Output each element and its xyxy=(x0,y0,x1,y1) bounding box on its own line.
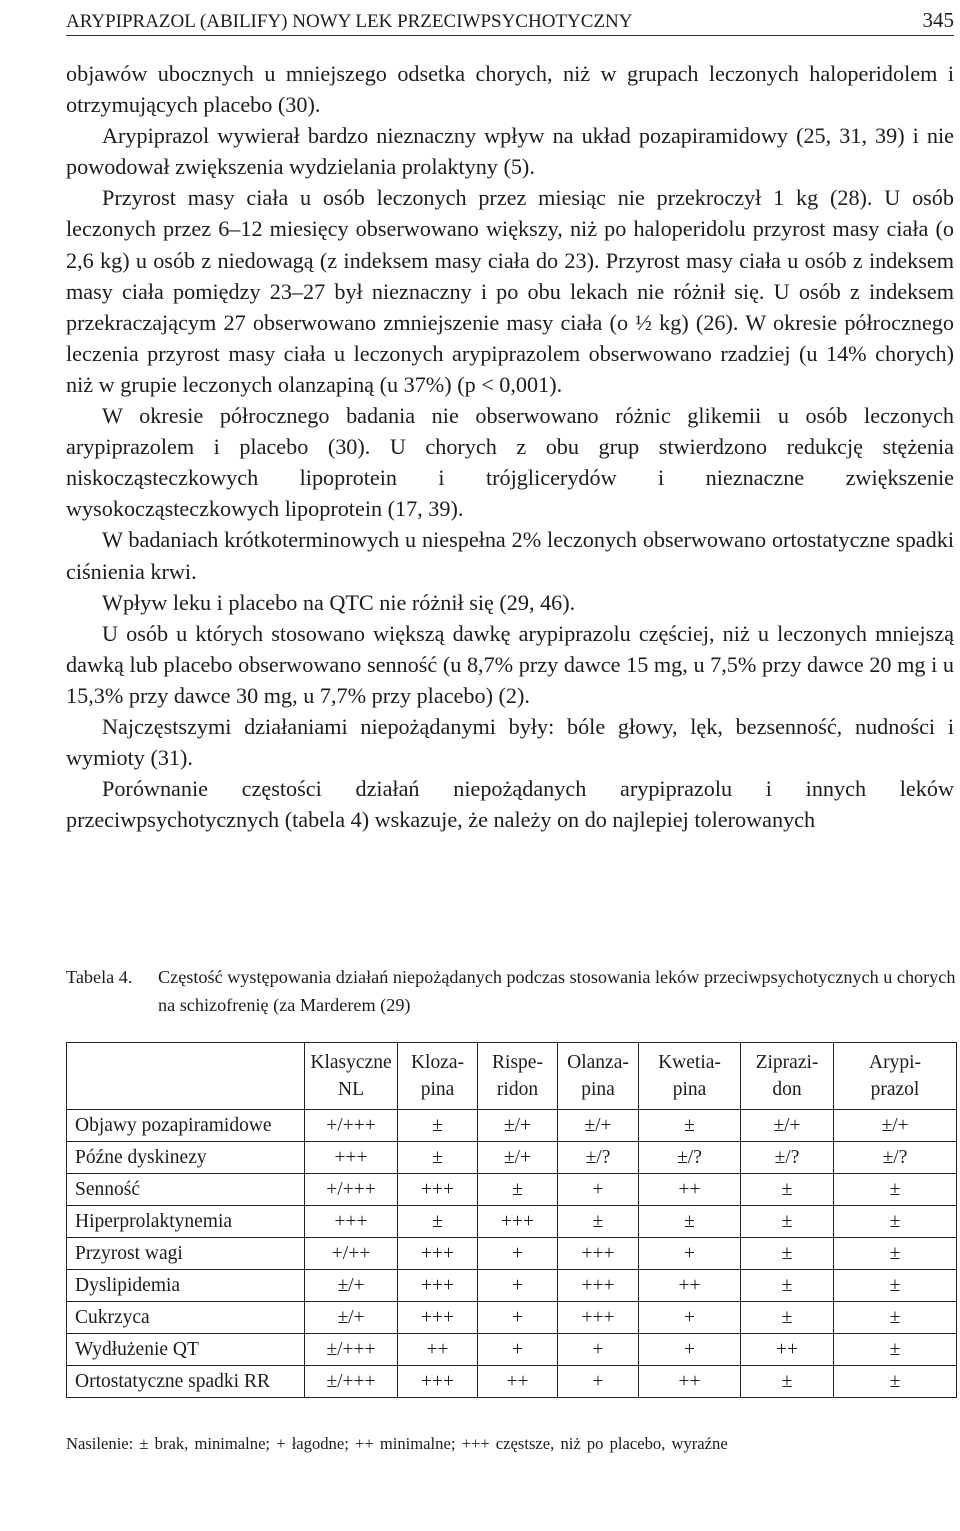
table-cell: + xyxy=(558,1174,639,1206)
table-cell: + xyxy=(478,1334,558,1366)
paragraph: Wpływ leku i placebo na QTC nie różnił się (29, 46). xyxy=(102,589,576,615)
table-cell: ± xyxy=(834,1302,957,1334)
table-cell: ++ xyxy=(478,1366,558,1398)
page-number: 345 xyxy=(922,8,954,32)
table-cell: ± xyxy=(834,1366,957,1398)
body-text xyxy=(66,58,954,835)
row-label: Cukrzyca xyxy=(67,1302,305,1334)
table-cell: ± xyxy=(639,1206,741,1238)
table-cell: + xyxy=(558,1366,639,1398)
table-footnote: Nasilenie: ± brak, minimalne; + łagodne; ++ minimalne; +++ częstsze, niż po placebo, wyraźne xyxy=(66,1434,728,1453)
table-cell: ± xyxy=(741,1366,834,1398)
table-caption-label: Tabela 4. xyxy=(66,967,133,987)
table-cell: + xyxy=(639,1238,741,1270)
table-cell: ± xyxy=(741,1238,834,1270)
table-cell: +++ xyxy=(305,1142,398,1174)
table-cell: +++ xyxy=(558,1238,639,1270)
table-cell: + xyxy=(478,1238,558,1270)
table-cell: ±/? xyxy=(834,1142,957,1174)
table-body xyxy=(67,1110,957,1398)
table-row xyxy=(67,1302,957,1334)
table-row xyxy=(67,1270,957,1302)
table-cell: +++ xyxy=(398,1238,478,1270)
table-cell: ±/? xyxy=(741,1142,834,1174)
row-label: Przyrost wagi xyxy=(67,1238,305,1270)
table-cell: ± xyxy=(834,1206,957,1238)
table-cell: ±/+++ xyxy=(305,1334,398,1366)
paragraph: Przyrost masy ciała u osób leczonych przez miesiąc nie przekroczył 1 kg (28). U osób leczonych przez 6–12 miesięcy obserwowano większy, niż po haloperidolu przyrost masy ciała (o 2,6 kg) u osób z niedowagą (z indeksem masy ciała do 23). Przyrost masy ciała u osób z indeksem masy ciała pomiędzy 23–27 był nieznaczny i po obu lekach nie różnił się. U osób z indeksem przekraczającym 27 obserwowano zmniejszenie masy ciała (o ½ kg) (26). W okresie półrocznego leczenia przyrost masy ciała u leczonych arypiprazolem obserwowano rzadziej (u 14% chorych) niż w grupie leczonych olanzapiną (u 37%) (p < 0,001). xyxy=(66,185,954,397)
table-cell: ± xyxy=(639,1110,741,1142)
row-label: Wydłużenie QT xyxy=(67,1334,305,1366)
paragraph: objawów ubocznych u mniejszego odsetka chorych, niż w grupach leczonych haloperidolem i otrzymujących placebo (30). xyxy=(66,61,954,118)
table-cell: +/++ xyxy=(305,1238,398,1270)
table-cell: ± xyxy=(834,1238,957,1270)
table-cell: + xyxy=(558,1334,639,1366)
table-cell: ± xyxy=(834,1334,957,1366)
running-header xyxy=(66,3,954,36)
table-cell: ± xyxy=(834,1270,957,1302)
table-cell: ++ xyxy=(639,1270,741,1302)
table-cell: ++ xyxy=(398,1334,478,1366)
row-label: Hiperprolaktynemia xyxy=(67,1206,305,1238)
table-row xyxy=(67,1174,957,1206)
table-cell: + xyxy=(478,1302,558,1334)
table-cell: +++ xyxy=(398,1270,478,1302)
table-cell: ± xyxy=(558,1206,639,1238)
table-cell: ± xyxy=(398,1142,478,1174)
table-cell: +++ xyxy=(558,1270,639,1302)
column-header: Arypi- prazol xyxy=(834,1043,957,1110)
table-cell: +/+++ xyxy=(305,1174,398,1206)
table-row xyxy=(67,1142,957,1174)
table-cell: ± xyxy=(834,1174,957,1206)
table-cell: ± xyxy=(741,1302,834,1334)
paragraph: W okresie półrocznego badania nie obserwowano różnic glikemii u osób leczonych arypiprazolem i placebo (30). U chorych z obu grup stwierdzono redukcję stężenia niskocząsteczkowych lipoprotein i trójglicerydów i nieznaczne zwiększenie wysokocząsteczkowych lipoprotein (17, 39). xyxy=(66,403,954,522)
row-label: Objawy pozapiramidowe xyxy=(67,1110,305,1142)
table-cell: +/+++ xyxy=(305,1110,398,1142)
column-header: Kwetia- pina xyxy=(639,1043,741,1110)
row-label: Senność xyxy=(67,1174,305,1206)
column-header: Kloza- pina xyxy=(398,1043,478,1110)
table-cell: ± xyxy=(398,1110,478,1142)
table-cell: ± xyxy=(398,1206,478,1238)
table-cell: ±/+ xyxy=(305,1270,398,1302)
table-cell: +++ xyxy=(478,1206,558,1238)
table-cell: + xyxy=(639,1334,741,1366)
table-cell: + xyxy=(478,1270,558,1302)
column-header: Klasyczne NL xyxy=(305,1043,398,1110)
table-cell: +++ xyxy=(305,1206,398,1238)
table-cell: ±/? xyxy=(558,1142,639,1174)
table-cell: +++ xyxy=(558,1302,639,1334)
row-label: Ortostatyczne spadki RR xyxy=(67,1366,305,1398)
table-cell: ±/+ xyxy=(478,1142,558,1174)
table-cell: ±/+ xyxy=(305,1302,398,1334)
table-cell: ±/? xyxy=(639,1142,741,1174)
table-cell: ± xyxy=(741,1270,834,1302)
table-cell: ± xyxy=(478,1174,558,1206)
table-cell: ±/+ xyxy=(834,1110,957,1142)
table-row xyxy=(67,1334,957,1366)
table-cell: ±/+ xyxy=(478,1110,558,1142)
column-header: Olanza- pina xyxy=(558,1043,639,1110)
row-label: Dyslipidemia xyxy=(67,1270,305,1302)
table-cell: + xyxy=(639,1302,741,1334)
table-caption xyxy=(66,963,956,1019)
paragraph: Najczęstszymi działaniami niepożądanymi były: bóle głowy, lęk, bezsenność, nudności i wymioty (31). xyxy=(66,713,954,771)
table-cell: ±/+ xyxy=(558,1110,639,1142)
table-header-row xyxy=(67,1043,957,1110)
table-row xyxy=(67,1206,957,1238)
paragraph: W badaniach krótkoterminowych u niespełna 2% leczonych obserwowano ortostatyczne spadki ciśnienia krwi. xyxy=(66,527,954,584)
column-header: Ziprazi- don xyxy=(741,1043,834,1110)
table-caption-text: Częstość występowania działań niepożądanych podczas stosowania leków przeciwpsychotycznych u chorych na schizofrenię (za Marderem (29) xyxy=(158,967,956,1015)
table-cell: +++ xyxy=(398,1302,478,1334)
column-header: Rispe- ridon xyxy=(478,1043,558,1110)
table-cell: ++ xyxy=(741,1334,834,1366)
running-title: ARYPIPRAZOL (ABILIFY) NOWY LEK PRZECIWPSYCHOTYCZNY xyxy=(66,11,633,32)
table-cell: ±/+++ xyxy=(305,1366,398,1398)
table-cell: ++ xyxy=(639,1174,741,1206)
header-corner xyxy=(67,1043,305,1110)
paragraph: Porównanie częstości działań niepożądanych arypiprazolu i innych leków przeciwpsychotycznych (tabela 4) wskazuje, że należy on do najlepiej tolerowanych xyxy=(66,776,954,833)
table-row xyxy=(67,1110,957,1142)
table-cell: +++ xyxy=(398,1174,478,1206)
row-label: Późne dyskinezy xyxy=(67,1142,305,1174)
table-cell: +++ xyxy=(398,1366,478,1398)
table-cell: ± xyxy=(741,1174,834,1206)
table-cell: ±/+ xyxy=(741,1110,834,1142)
table-row xyxy=(67,1366,957,1398)
table-row xyxy=(67,1238,957,1270)
paragraph: Arypiprazol wywierał bardzo nieznaczny wpływ na układ pozapiramidowy (25, 31, 39) i nie powodował zwiększenia wydzielania prolaktyny (5). xyxy=(66,123,954,180)
table-cell: ± xyxy=(741,1206,834,1238)
paragraph: U osób u których stosowano większą dawkę arypiprazolu częściej, niż u leczonych mniejszą dawką lub placebo obserwowano senność (u 8,7% przy dawce 15 mg, u 7,5% przy dawce 20 mg i u 15,3% przy dawce 30 mg, u 7,7% przy placebo) (2). xyxy=(66,620,954,708)
table-cell: ++ xyxy=(639,1366,741,1398)
side-effects-table xyxy=(66,1042,957,1398)
